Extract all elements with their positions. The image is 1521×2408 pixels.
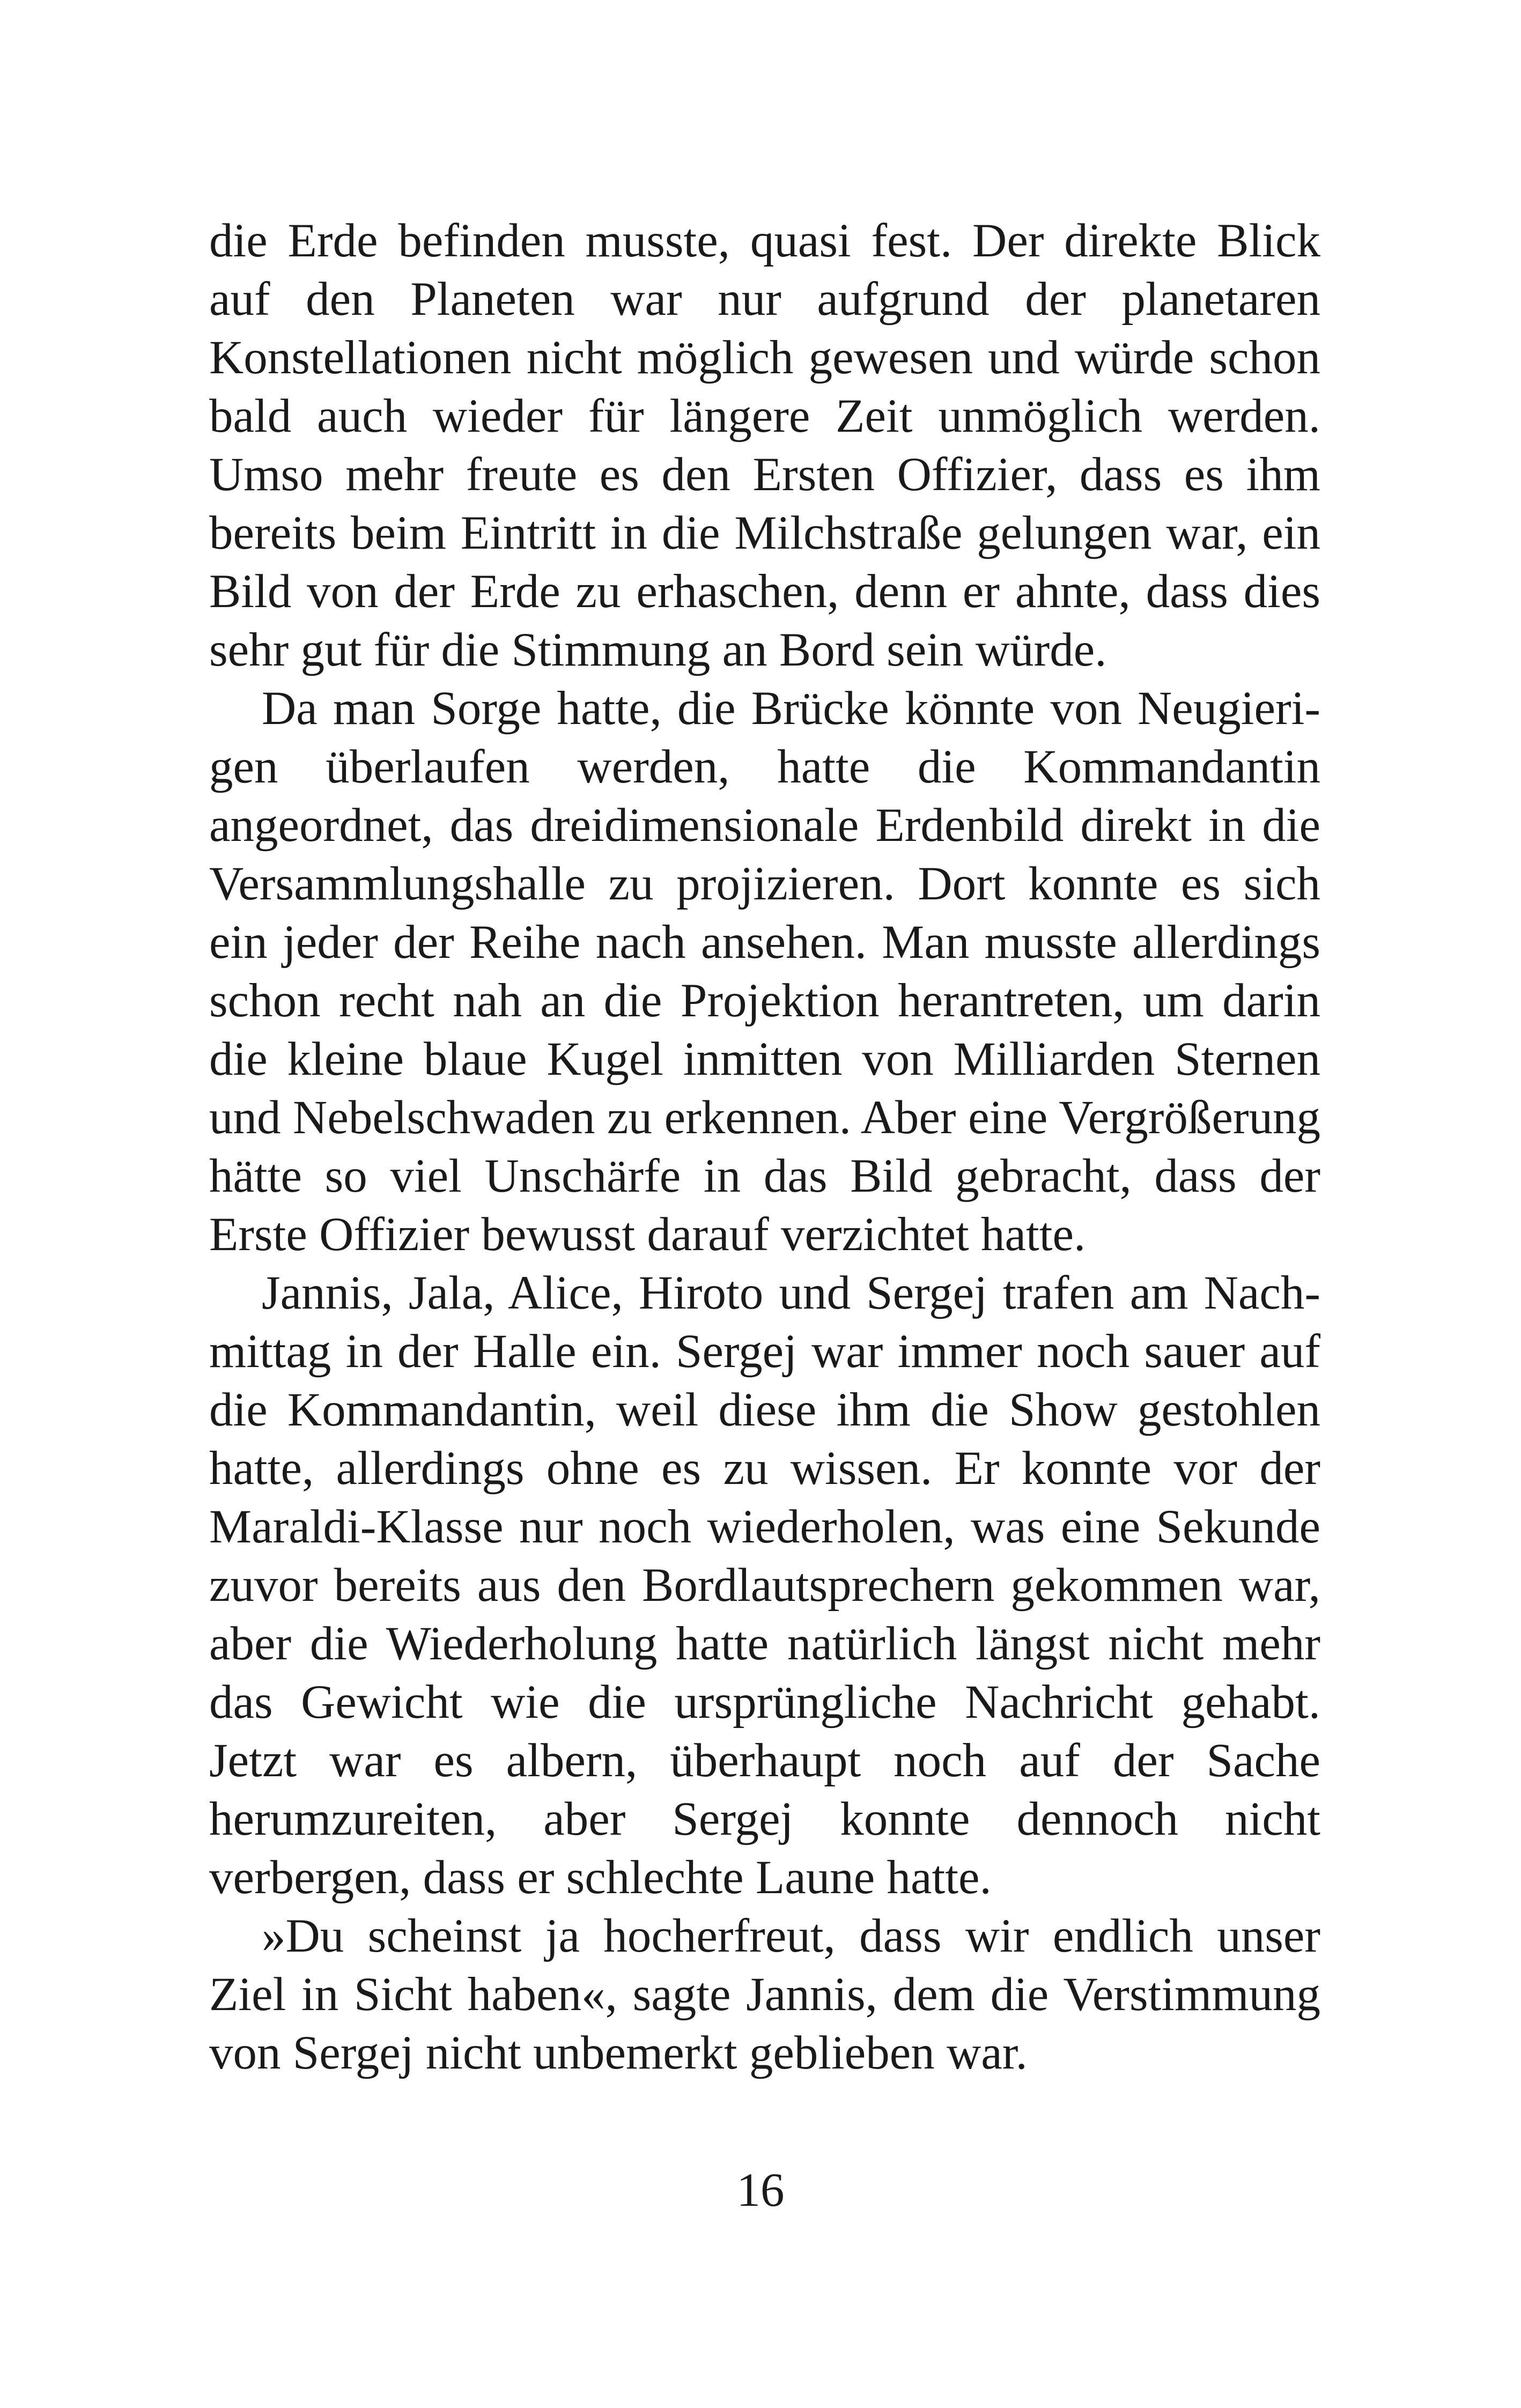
body-text bbox=[209, 212, 1320, 2082]
paragraph: die Erde befinden musste, quasi fest. Der direkte Blick auf den Planeten war nur aufgrund der planetaren Konstellationen nicht möglich gewesen und würde schon bald auch wieder für längere Zeit unmöglich werden. Umso mehr freute es den Ersten Offizier, dass es ihm bereits beim Eintritt in die Milchstraße gelungen war, ein Bild von der Erde zu erhaschen, denn er ahnte, dass dies sehr gut für die Stimmung an Bord sein würde. bbox=[209, 215, 1320, 676]
paragraph: »Du scheinst ja hocherfreut, dass wir endlich unser Ziel in Sicht haben«, sagte Jannis, dem die Verstimmung von Sergej nicht unbemerkt geblieben war. bbox=[209, 1910, 1320, 2079]
page-number: 16 bbox=[736, 2164, 785, 2217]
paragraph: Da man Sorge hatte, die Brücke könnte von Neugierigen überlaufen werden, hatte die Kommandantin angeordnet, das dreidimensionale Erdenbild direkt in die Versammlungshalle zu projizieren. Dort konnte es sich ein jeder der Reihe nach ansehen. Man musste allerdings schon recht nah an die Projektion herantreten, um darin die kleine blaue Kugel inmitten von Milliarden Sternen und Nebelschwaden zu erkennen. Aber eine Vergrößerung hätte so viel Unschärfe in das Bild gebracht, dass der Erste Offizier bewusst darauf verzichtet hatte. bbox=[209, 682, 1320, 1261]
paragraph: Jannis, Jala, Alice, Hiroto und Sergej trafen am Nachmittag in der Halle ein. Sergej war immer noch sauer auf die Kommandantin, weil diese ihm die Show gestohlen hatte, allerdings ohne es zu wissen. Er konnte vor der Maraldi-Klasse nur noch wiederholen, was eine Sekunde zuvor bereits aus den Bordlautsprechern gekommen war, aber die Wiederholung hatte natürlich längst nicht mehr das Gewicht wie die ursprüngliche Nachricht gehabt. Jetzt war es albern, überhaupt noch auf der Sache herumzureiten, aber Sergej konnte dennoch nicht verbergen, dass er schlechte Laune hatte. bbox=[209, 1267, 1320, 1904]
